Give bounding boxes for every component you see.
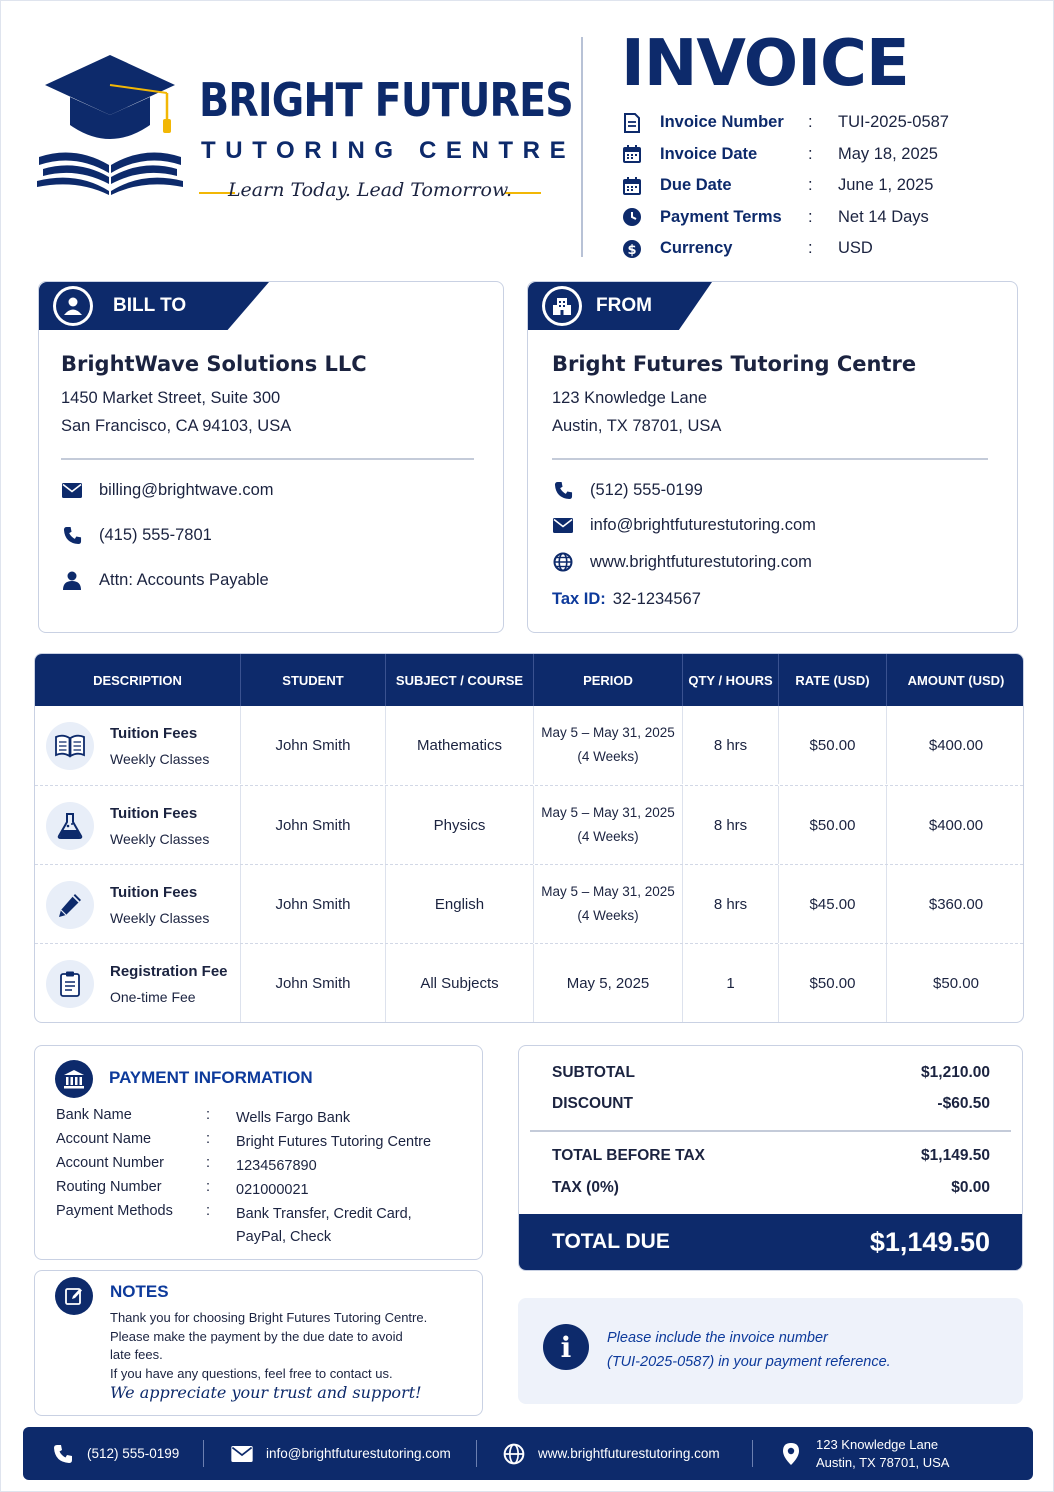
footer-bar [23, 1427, 1033, 1480]
payment-colon: : [206, 1203, 211, 1219]
amount-cell: $360.00 [928, 895, 984, 913]
header-divider [581, 37, 583, 257]
clock-icon [621, 206, 643, 228]
payment-label: Account Number [56, 1155, 164, 1171]
bill-to-email-row [61, 480, 274, 500]
item-subtitle: One-time Fee [110, 989, 196, 1005]
meta-colon: : [808, 239, 813, 258]
meta-value: TUI-2025-0587 [838, 113, 949, 132]
th-qty: QTY / HOURS [683, 654, 779, 706]
table-header [35, 654, 1023, 706]
pencil-icon [46, 881, 94, 929]
payment-value: 021000021 [236, 1182, 309, 1198]
tax-row [552, 1179, 990, 1197]
amount-cell: $400.00 [928, 736, 984, 754]
th-description: DESCRIPTION [35, 654, 241, 706]
bill-to-attn-row [61, 570, 269, 590]
graduation-cap-book-logo [35, 53, 185, 198]
meta-invoice-number [621, 107, 1021, 139]
envelope-icon [552, 515, 574, 535]
rate-cell: $45.00 [779, 865, 887, 943]
amount-cell: $400.00 [928, 816, 984, 834]
calendar-icon [621, 175, 643, 197]
payment-row-routing-number [56, 1179, 456, 1202]
payment-colon: : [206, 1179, 211, 1195]
info-text [607, 1326, 891, 1374]
location-pin-icon [779, 1442, 803, 1466]
meta-label: Invoice Date [660, 144, 758, 163]
subtotal-value: $1,210.00 [921, 1064, 990, 1081]
period-weeks: (4 Weeks) [577, 749, 639, 764]
bill-to-label: BILL TO [113, 295, 187, 316]
phone-icon [61, 525, 83, 545]
from-divider [552, 458, 988, 460]
footer-address-line: 123 Knowledge Lane [816, 1436, 939, 1452]
description-cell [35, 865, 241, 943]
footer-separator [203, 1440, 204, 1467]
footer-separator [476, 1440, 477, 1467]
footer-separator [752, 1440, 753, 1467]
total-due-bar [519, 1214, 1022, 1270]
from-email-row [552, 515, 816, 535]
footer-phone [51, 1427, 179, 1480]
globe-icon [552, 552, 574, 572]
payment-row-methods [56, 1203, 456, 1249]
bill-to-divider [61, 458, 474, 460]
payment-row-bank-name [56, 1107, 456, 1130]
item-title: Tuition Fees [110, 725, 198, 742]
rate-cell: $50.00 [779, 706, 887, 784]
qty-cell: 8 hrs [683, 865, 779, 943]
description-cell [35, 706, 241, 784]
student-cell: John Smith [241, 706, 386, 784]
payment-colon: : [206, 1155, 211, 1171]
rate-cell: $50.00 [779, 944, 887, 1022]
meta-currency [621, 233, 1021, 265]
calendar-icon [621, 143, 643, 165]
total-due-value: $1,149.50 [869, 1226, 990, 1257]
tax-id-label: Tax ID: [552, 590, 606, 608]
from-phone: (512) 555-0199 [590, 480, 703, 499]
totals-card [518, 1045, 1023, 1271]
tagline-block [199, 179, 541, 207]
notes-card [34, 1270, 483, 1416]
payment-information-card [34, 1045, 483, 1260]
bill-to-phone-row [61, 525, 212, 545]
tax-id-value: 32-1234567 [612, 590, 701, 608]
from-tax-row [552, 590, 701, 609]
th-amount: AMOUNT (USD) [907, 672, 1005, 688]
meta-value: June 1, 2025 [838, 176, 934, 195]
footer-address [779, 1427, 949, 1480]
footer-website [502, 1427, 720, 1480]
payment-label: Bank Name [56, 1107, 132, 1123]
meta-colon: : [808, 207, 813, 226]
student-cell: John Smith [241, 865, 386, 943]
payment-information-title: PAYMENT INFORMATION [109, 1068, 313, 1087]
meta-payment-terms [621, 202, 1021, 234]
meta-label: Payment Terms [660, 207, 782, 226]
brand-subtitle: TUTORING CENTRE [201, 137, 576, 164]
meta-value: Net 14 Days [838, 207, 929, 226]
item-title: Tuition Fees [110, 884, 198, 901]
payment-label: Account Name [56, 1131, 152, 1147]
brand-name: BRIGHT FUTURES [199, 73, 573, 127]
meta-colon: : [808, 113, 813, 132]
footer-address-line: Austin, TX 78701, USA [816, 1454, 950, 1470]
notes-signoff: We appreciate your trust and support! [110, 1383, 422, 1402]
payment-value: Wells Fargo Bank [236, 1110, 351, 1126]
from-address-line1: 123 Knowledge Lane [552, 389, 708, 407]
payment-row-account-number [56, 1155, 456, 1178]
th-subject: SUBJECT / COURSE [386, 654, 534, 706]
clipboard-icon [46, 960, 94, 1008]
subject-cell: Mathematics [386, 706, 534, 784]
footer-phone-text: (512) 555-0199 [87, 1446, 180, 1461]
period-range: May 5 – May 31, 2025 [541, 805, 675, 820]
tax-value: $0.00 [951, 1179, 990, 1196]
phone-icon [552, 480, 574, 500]
bill-to-address-line1: 1450 Market Street, Suite 300 [61, 389, 281, 407]
period-cell [534, 865, 683, 943]
period-cell [534, 706, 683, 784]
payment-value: Bright Futures Tutoring Centre [236, 1134, 432, 1150]
footer-email [230, 1427, 451, 1480]
tax-label: TAX (0%) [552, 1179, 619, 1196]
envelope-icon [61, 480, 83, 500]
globe-icon [502, 1442, 526, 1466]
footer-address-text [816, 1436, 949, 1472]
bill-to-card [38, 281, 504, 633]
info-line: (TUI-2025-0587) in your payment reference. [607, 1354, 891, 1370]
item-subtitle: Weekly Classes [110, 910, 210, 926]
before-tax-value: $1,149.50 [921, 1147, 990, 1164]
period-weeks: (4 Weeks) [577, 829, 639, 844]
period-range: May 5 – May 31, 2025 [541, 884, 675, 899]
footer-email-text[interactable]: info@brightfuturestutoring.com [266, 1446, 451, 1461]
notes-line: Thank you for choosing Bright Futures Tutoring Centre. [110, 1310, 428, 1325]
discount-label: DISCOUNT [552, 1095, 633, 1112]
payment-value: Bank Transfer, Credit Card, PayPal, Check [236, 1206, 412, 1245]
payment-label: Payment Methods [56, 1203, 173, 1219]
edit-icon [55, 1277, 93, 1315]
svg-text:$: $ [627, 242, 637, 258]
notes-line: Please make the payment by the due date to avoid [110, 1328, 403, 1344]
bill-to-phone: (415) 555-7801 [99, 525, 212, 544]
from-badge [542, 286, 582, 326]
book-icon [46, 722, 94, 770]
item-title: Registration Fee [110, 963, 228, 980]
invoice-title: INVOICE [621, 27, 909, 101]
item-subtitle: Weekly Classes [110, 831, 210, 847]
meta-invoice-date [621, 139, 1021, 171]
payment-label: Routing Number [56, 1179, 162, 1195]
item-subtitle: Weekly Classes [110, 751, 210, 767]
document-icon [621, 112, 643, 134]
bill-to-name: BrightWave Solutions LLC [61, 352, 367, 376]
info-icon: i [543, 1324, 589, 1370]
from-label: FROM [596, 295, 652, 316]
footer-website-text[interactable]: www.brightfuturestutoring.com [538, 1446, 720, 1461]
from-email[interactable]: info@brightfuturestutoring.com [590, 515, 816, 534]
invoice-meta [621, 107, 1021, 265]
discount-value: -$60.50 [937, 1095, 990, 1112]
before-tax-row [552, 1147, 990, 1165]
envelope-icon [230, 1442, 254, 1466]
from-website[interactable]: www.brightfuturestutoring.com [590, 552, 812, 571]
table-row [35, 943, 1023, 1021]
item-title: Tuition Fees [110, 805, 198, 822]
user-icon [56, 289, 90, 323]
qty-cell: 8 hrs [683, 786, 779, 864]
period-cell: May 5, 2025 [534, 944, 683, 1022]
bill-to-address-line2: San Francisco, CA 94103, USA [61, 417, 292, 435]
subtotal-row [552, 1064, 990, 1082]
description-cell [35, 944, 241, 1022]
flask-icon [46, 802, 94, 850]
meta-colon: : [808, 176, 813, 195]
th-period: PERIOD [534, 654, 683, 706]
tagline: Learn Today. Lead Tomorrow. [227, 179, 513, 201]
meta-label: Invoice Number [660, 113, 784, 132]
building-icon [545, 289, 579, 323]
payment-row-account-name [56, 1131, 456, 1154]
subject-cell: All Subjects [386, 944, 534, 1022]
bill-to-attn: Attn: Accounts Payable [99, 570, 269, 589]
period-range: May 5 – May 31, 2025 [541, 725, 675, 740]
subject-cell: Physics [386, 786, 534, 864]
line-items-table [34, 653, 1024, 1023]
person-icon [61, 570, 83, 590]
th-student: STUDENT [241, 654, 386, 706]
from-website-row [552, 552, 812, 572]
info-line: Please include the invoice number [607, 1330, 828, 1346]
subject-cell: English [386, 865, 534, 943]
totals-divider [530, 1130, 1011, 1132]
from-address-line2: Austin, TX 78701, USA [552, 417, 722, 435]
meta-value: USD [838, 239, 873, 258]
th-rate: RATE (USD) [779, 654, 887, 706]
discount-row [552, 1095, 990, 1113]
amount-cell: $50.00 [933, 974, 979, 992]
notes-title: NOTES [110, 1282, 169, 1301]
qty-cell: 8 hrs [683, 706, 779, 784]
student-cell: John Smith [241, 786, 386, 864]
before-tax-label: TOTAL BEFORE TAX [552, 1147, 705, 1164]
meta-label: Currency [660, 239, 733, 258]
meta-label: Due Date [660, 176, 732, 195]
total-due-label: TOTAL DUE [552, 1230, 670, 1253]
rate-cell: $50.00 [779, 786, 887, 864]
payment-reference-note [518, 1298, 1023, 1404]
table-row [35, 864, 1023, 942]
description-cell [35, 786, 241, 864]
table-row [35, 785, 1023, 863]
subtotal-label: SUBTOTAL [552, 1064, 635, 1081]
meta-value: May 18, 2025 [838, 144, 938, 163]
from-name: Bright Futures Tutoring Centre [552, 352, 917, 376]
table-row [35, 706, 1023, 784]
notes-line: late fees. [110, 1347, 163, 1362]
meta-colon: : [808, 144, 813, 163]
bank-icon [55, 1060, 93, 1098]
bill-to-badge [53, 286, 93, 326]
period-weeks: (4 Weeks) [577, 908, 639, 923]
notes-line: If you have any questions, feel free to contact us. [110, 1365, 393, 1381]
from-card [527, 281, 1018, 633]
notes-body [110, 1309, 470, 1383]
payment-colon: : [206, 1131, 211, 1147]
phone-icon [51, 1442, 75, 1466]
dollar-icon [621, 238, 643, 260]
meta-due-date [621, 170, 1021, 202]
payment-value: 1234567890 [236, 1158, 317, 1174]
qty-cell: 1 [683, 944, 779, 1022]
from-phone-row [552, 480, 703, 500]
period-cell [534, 786, 683, 864]
student-cell: John Smith [241, 944, 386, 1022]
bill-to-email[interactable]: billing@brightwave.com [99, 480, 274, 499]
payment-colon: : [206, 1107, 211, 1123]
